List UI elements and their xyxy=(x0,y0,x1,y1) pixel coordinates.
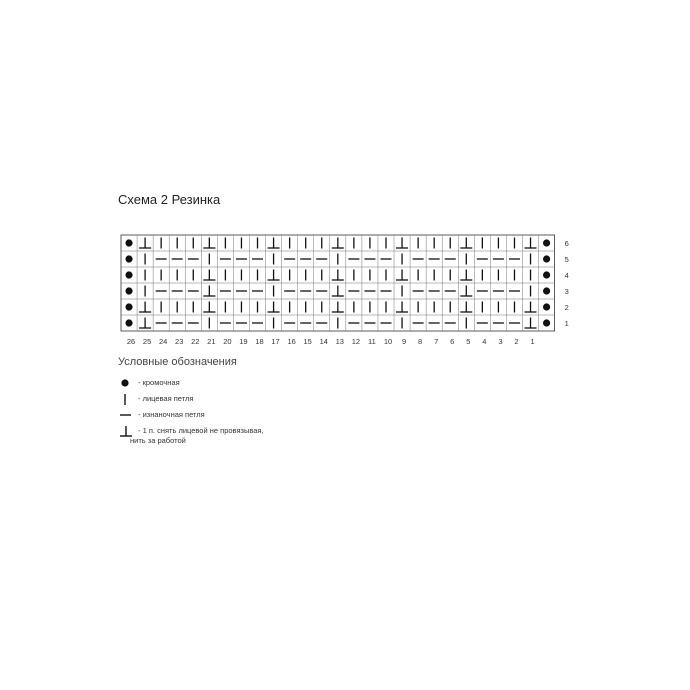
column-number: 25 xyxy=(142,337,152,346)
row-number: 6 xyxy=(564,239,569,248)
edge-stitch-icon xyxy=(120,378,134,392)
column-number: 17 xyxy=(271,337,280,346)
column-number: 22 xyxy=(191,337,200,346)
stitch-edge xyxy=(125,303,132,310)
stitch-slip xyxy=(525,238,537,249)
column-number: 10 xyxy=(383,337,393,346)
stitch-slip xyxy=(396,238,408,249)
row-number: 5 xyxy=(564,255,569,264)
column-number: 23 xyxy=(175,337,184,346)
stitch-slip xyxy=(332,270,344,281)
column-number: 12 xyxy=(351,337,361,346)
legend-text-slip-2: нить за работой xyxy=(130,436,186,445)
legend-text-knit: - лицевая петля xyxy=(138,394,194,403)
stitch-slip xyxy=(203,238,215,249)
column-number: 7 xyxy=(434,337,439,346)
column-number: 14 xyxy=(319,337,328,346)
column-number: 1 xyxy=(530,337,535,346)
stitch-slip xyxy=(332,238,344,249)
column-number: 11 xyxy=(368,337,376,346)
stitch-edge xyxy=(543,271,550,278)
column-number: 4 xyxy=(482,337,487,346)
legend-text-edge: - кромочная xyxy=(138,378,180,387)
stitch-slip xyxy=(460,302,472,313)
row-number: 4 xyxy=(564,271,569,280)
stitch-edge xyxy=(543,319,550,326)
column-number: 2 xyxy=(514,337,519,346)
column-number: 8 xyxy=(418,337,423,346)
purl-stitch-icon xyxy=(120,410,134,424)
stitch-edge xyxy=(543,239,550,246)
stitch-slip xyxy=(460,286,472,297)
stitch-slip xyxy=(139,302,151,313)
column-number: 24 xyxy=(158,337,168,346)
column-number: 18 xyxy=(255,337,264,346)
chart-title: Схема 2 Резинка xyxy=(118,192,221,207)
row-number: 3 xyxy=(564,287,569,296)
column-number: 13 xyxy=(335,337,344,346)
stitch-slip xyxy=(525,318,537,329)
column-number: 15 xyxy=(303,337,312,346)
stitch-slip xyxy=(460,238,472,249)
stitch-edge xyxy=(543,287,550,294)
column-number: 3 xyxy=(498,337,503,346)
stitch-edge xyxy=(125,271,132,278)
column-number: 26 xyxy=(126,337,136,346)
stitch-slip xyxy=(332,302,344,313)
stitch-slip xyxy=(396,270,408,281)
stitch-slip xyxy=(268,270,280,281)
column-number: 19 xyxy=(239,337,248,346)
stitch-edge xyxy=(125,319,132,326)
row-number: 2 xyxy=(564,303,569,312)
stitch-slip xyxy=(268,238,280,249)
column-number: 9 xyxy=(401,337,407,346)
stitch-edge xyxy=(125,239,132,246)
column-number: 5 xyxy=(466,337,471,346)
legend-text-slip: - 1 п. снять лицевой не провязывая, xyxy=(138,426,264,435)
stitch-slip xyxy=(332,286,344,297)
column-number: 6 xyxy=(450,337,455,346)
stitch-edge xyxy=(543,303,550,310)
stitch-edge xyxy=(125,255,132,262)
stitch-slip xyxy=(268,302,280,313)
column-number: 21 xyxy=(207,337,216,346)
stitch-slip xyxy=(139,318,151,329)
stitch-slip xyxy=(203,302,215,313)
stitch-edge xyxy=(125,287,132,294)
stitch-slip xyxy=(139,238,151,249)
stitch-slip xyxy=(203,270,215,281)
stitch-slip xyxy=(203,286,215,297)
stitch-slip xyxy=(460,270,472,281)
knit-stitch-icon xyxy=(120,394,134,408)
row-number: 1 xyxy=(564,319,569,328)
legend-text-purl: - изнаночная петля xyxy=(138,410,205,419)
column-number: 20 xyxy=(223,337,232,346)
stitch-slip xyxy=(525,302,537,313)
column-number: 16 xyxy=(287,337,296,346)
stitch-edge xyxy=(543,255,550,262)
legend-title: Условные обозначения xyxy=(118,356,237,368)
stitch-slip xyxy=(396,302,408,313)
